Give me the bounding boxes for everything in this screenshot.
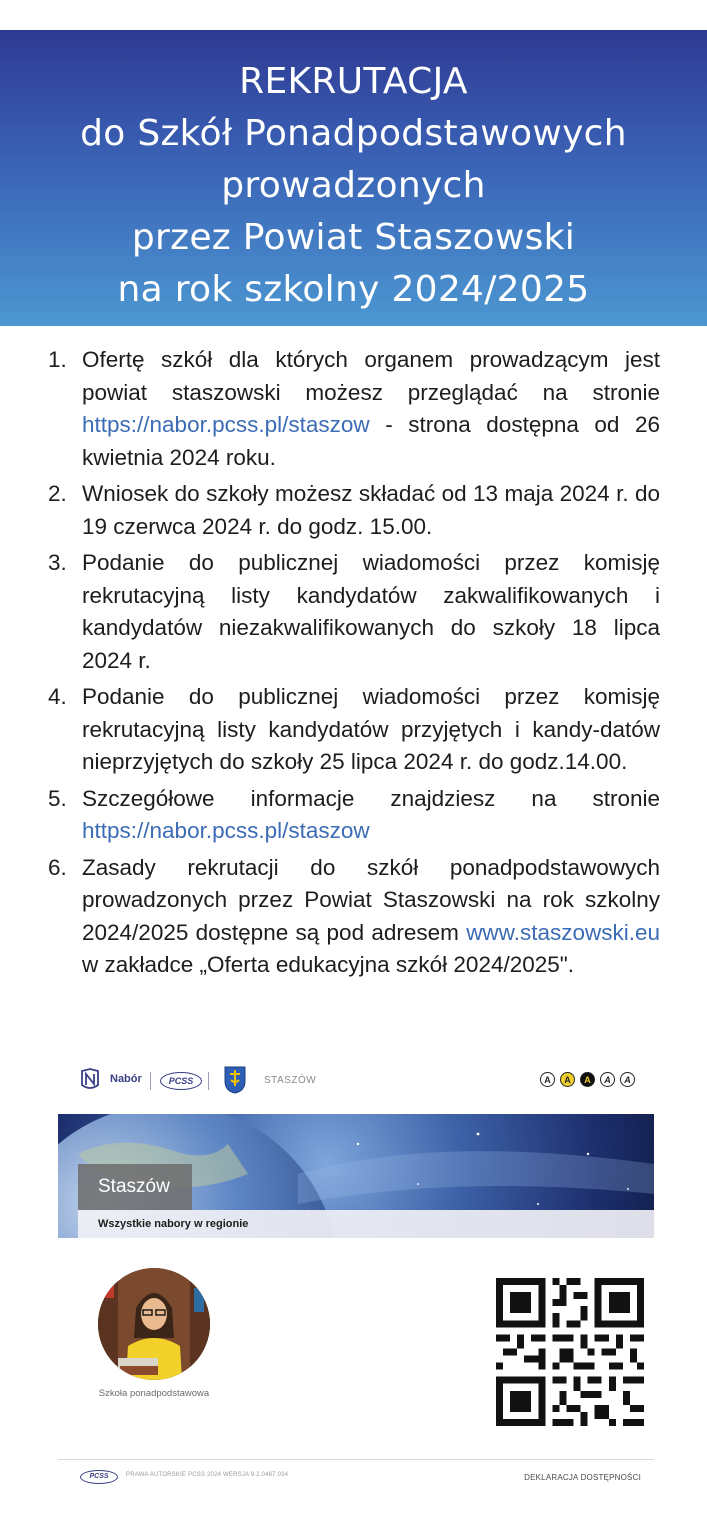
list-item <box>48 344 660 474</box>
link-nabor-staszow[interactable]: https://nabor.pcss.pl/staszow <box>82 412 370 437</box>
staszow-crest-icon <box>224 1066 246 1094</box>
list-item-text: Podanie do publicznej wiadomości przez komisję rekrutacyjną listy kandydatów przyjętych i kandy-datów nieprzyjętych do szkoły 25 lipca 2024 r. do godz.14.00. <box>82 684 660 774</box>
font-size-large-button[interactable]: A <box>620 1072 635 1087</box>
nabor-brand[interactable]: Nabór <box>110 1073 142 1085</box>
footer-copyright: PRAWA AUTORSKIE PCSS 2024 WERSJA 9.2.0487.034 <box>126 1472 289 1478</box>
city-name: STASZÓW <box>264 1075 317 1086</box>
nabor-portal-header <box>78 1066 648 1098</box>
school-category-image[interactable] <box>98 1268 210 1380</box>
font-size-normal-button[interactable]: A <box>600 1072 615 1087</box>
header-line-3: prowadzonych <box>221 165 486 206</box>
header-banner <box>0 30 707 326</box>
list-item-text: w zakładce „Oferta edukacyjna szkół 2024/2025". <box>82 952 575 977</box>
contrast-default-button[interactable]: A <box>540 1072 555 1087</box>
list-item-text: Szczegółowe informacje znajdziesz na stronie <box>82 785 660 811</box>
header-line-2: do Szkół Ponadpodstawowych <box>80 113 627 154</box>
list-item <box>48 783 660 848</box>
header-line-5: na rok szkolny 2024/2025 <box>117 269 590 310</box>
school-category-caption[interactable]: Szkoła ponadpodstawowa <box>98 1388 210 1399</box>
divider <box>150 1072 151 1090</box>
list-item <box>48 681 660 779</box>
region-banner <box>58 1114 654 1238</box>
list-item-number: 5. <box>48 785 67 811</box>
footer-pcss-logo[interactable]: PCSS <box>80 1470 118 1484</box>
qr-code-icon <box>496 1278 644 1426</box>
list-item-number: 6. <box>48 854 67 880</box>
pcss-logo[interactable]: PCSS <box>160 1072 202 1090</box>
list-item <box>48 478 660 543</box>
contrast-dark-button[interactable]: A <box>580 1072 595 1087</box>
header-line-1: REKRUTACJA <box>239 61 468 102</box>
info-list <box>48 344 660 986</box>
list-item-number: 1. <box>48 347 67 372</box>
list-item-number: 3. <box>48 550 67 575</box>
student-photo-icon <box>98 1268 210 1380</box>
banner-subtitle: Wszystkie nabory w regionie <box>78 1210 654 1238</box>
banner-title: Staszów <box>78 1164 192 1210</box>
link-staszowski-eu[interactable]: www.staszowski.eu <box>466 919 660 945</box>
list-item-text: - strona dostępna od 26 kwietnia 2024 roku. <box>82 412 660 470</box>
divider <box>208 1072 209 1090</box>
contrast-yellow-button[interactable]: A <box>560 1072 575 1087</box>
accessibility-declaration-link[interactable]: DEKLARACJA DOSTĘPNOŚCI <box>524 1473 641 1482</box>
list-item-text: Ofertę szkół dla których organem prowadzącym jest powiat staszowski możesz przeglądać na stronie <box>82 347 660 405</box>
link-nabor-staszow-details[interactable]: https://nabor.pcss.pl/staszow <box>82 818 370 843</box>
nabor-logo-icon[interactable] <box>80 1068 100 1092</box>
list-item <box>48 547 660 677</box>
header-line-4: przez Powiat Staszowski <box>131 217 576 258</box>
footer-divider <box>58 1459 654 1460</box>
list-item <box>48 852 660 982</box>
list-item-text: Podanie do publicznej wiadomości przez komisję rekrutacyjną listy kandydatów zakwalifikowanych i kandydatów niezakwalifikowanych do szkoły 18 lipca 2024 r. <box>82 550 660 673</box>
list-item-text: Zasady rekrutacji do szkół ponadpodstawowych prowadzonych przez Powiat Staszowski na rok szkolny 2024/2025 dostępne są pod adresem <box>82 854 660 945</box>
list-item-text: Wniosek do szkoły możesz składać od 13 maja 2024 r. do 19 czerwca 2024 r. do godz. 15.00. <box>82 481 660 539</box>
list-item-number: 2. <box>48 481 67 506</box>
list-item-number: 4. <box>48 684 67 709</box>
